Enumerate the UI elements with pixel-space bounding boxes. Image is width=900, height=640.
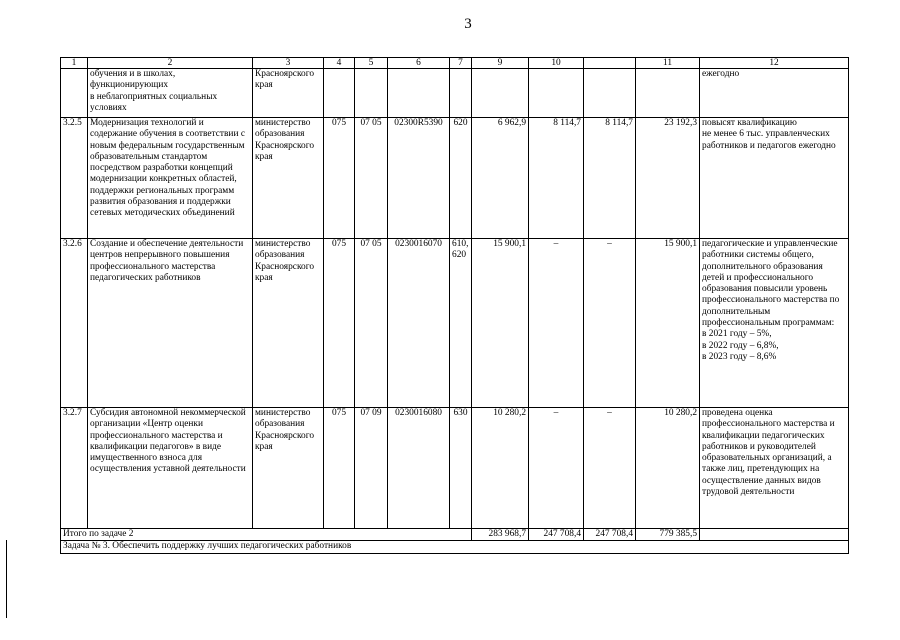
item-number: 3.2.5 [61,118,88,239]
amount-total: 15 900,1 [636,239,700,408]
amount-year-2: – [529,408,584,529]
expected-result: проведена оценка профессионального мастерства и квалификации педагогических работников и руководителей образовательных организаций, а также лиц, претендующих на осуществление данных видов трудовой деятельности [700,408,849,529]
amount-year-2: 8 114,7 [529,118,584,239]
amount-year-1: 15 900,1 [472,239,529,408]
csr-code: 0230016070 [388,239,450,408]
amount-year-1 [472,69,529,118]
table-row [61,239,849,408]
item-number: 3.2.6 [61,239,88,408]
grbs-code: 075 [324,408,355,529]
amount-total: 10 280,2 [636,408,700,529]
table-row [61,69,849,118]
expected-result: повысят квалификацию не менее 6 тыс. управленческих работников и педагогов ежегодно [700,118,849,239]
total-result [700,529,849,541]
total-sum: 779 385,5 [636,529,700,541]
total-year-2: 247 708,4 [529,529,584,541]
amount-year-2: – [529,239,584,408]
amount-total [636,69,700,118]
header-cell: 6 [388,58,450,69]
header-cell: 3 [253,58,324,69]
table-row [61,408,849,529]
activity-name: Создание и обеспечение деятельности центров непрерывного повышения профессионального мастерства педагогических работников [88,239,253,408]
total-year-3: 247 708,4 [584,529,636,541]
total-row [61,529,849,541]
amount-year-3: – [584,408,636,529]
amount-total: 23 192,3 [636,118,700,239]
header-cell: 5 [355,58,388,69]
header-cell: 10 [529,58,584,69]
expected-result: педагогические и управленческие работники системы общего, дополнительного образования детей и профессионального образования повысили уровень профессионального мастерства по дополнительным профессиональным программам: в 2021 году – 5%, в 2022 году – 6,8%, в 2023 году – 8,6% [700,239,849,408]
amount-year-3: 8 114,7 [584,118,636,239]
csr-code: 0230016080 [388,408,450,529]
header-cell: 7 [450,58,472,69]
vr-code: 610, 620 [450,239,472,408]
amount-year-3 [584,69,636,118]
rzpr-code: 07 05 [355,239,388,408]
page-number: 3 [464,16,472,32]
csr-code [388,69,450,118]
grbs-code: 075 [324,239,355,408]
vr-code [450,69,472,118]
rzpr-code [355,69,388,118]
rzpr-code: 07 05 [355,118,388,239]
header-cell: 9 [472,58,529,69]
task-heading: Задача № 3. Обеспечить поддержку лучших педагогических работников [61,541,849,553]
amount-year-2 [529,69,584,118]
grbs-code [324,69,355,118]
vr-code: 630 [450,408,472,529]
task-row [61,541,849,553]
amount-year-1: 10 280,2 [472,408,529,529]
activity-name: Модернизация технологий и содержание обучения в соответствии с новым федеральным государственным образовательным стандартом посредством разработки концепций модернизации конкретных областей, поддержки региональных программ развития образования и поддержки сетевых методических объединений [88,118,253,239]
responsible-org: Красноярского края [253,69,324,118]
header-cell: 4 [324,58,355,69]
header-cell: 1 [61,58,88,69]
header-cell: 12 [700,58,849,69]
header-cell: 11 [636,58,700,69]
csr-code: 02300R5390 [388,118,450,239]
rzpr-code: 07 09 [355,408,388,529]
responsible-org: министерство образования Красноярского края [253,408,324,529]
grbs-code: 075 [324,118,355,239]
total-year-1: 283 968,7 [472,529,529,541]
amount-year-1: 6 962,9 [472,118,529,239]
header-cell [584,58,636,69]
column-number-row [61,58,849,69]
activity-name: Субсидия автономной некоммерческой организации «Центр оценки профессионального мастерства и квалификации педагогов» в виде имущественного взноса для осуществления уставной деятельности [88,408,253,529]
amount-year-3: – [584,239,636,408]
total-label: Итого по задаче 2 [61,529,472,541]
item-number [61,69,88,118]
vr-code: 620 [450,118,472,239]
item-number: 3.2.7 [61,408,88,529]
expected-result: ежегодно [700,69,849,118]
table-row [61,118,849,239]
program-activities-table [60,57,849,554]
responsible-org: министерство образования Красноярского края [253,118,324,239]
header-cell: 2 [88,58,253,69]
activity-name: обучения и в школах, функционирующих в неблагоприятных социальных условиях [88,69,253,118]
responsible-org: министерство образования Красноярского края [253,239,324,408]
margin-mark [6,540,7,618]
